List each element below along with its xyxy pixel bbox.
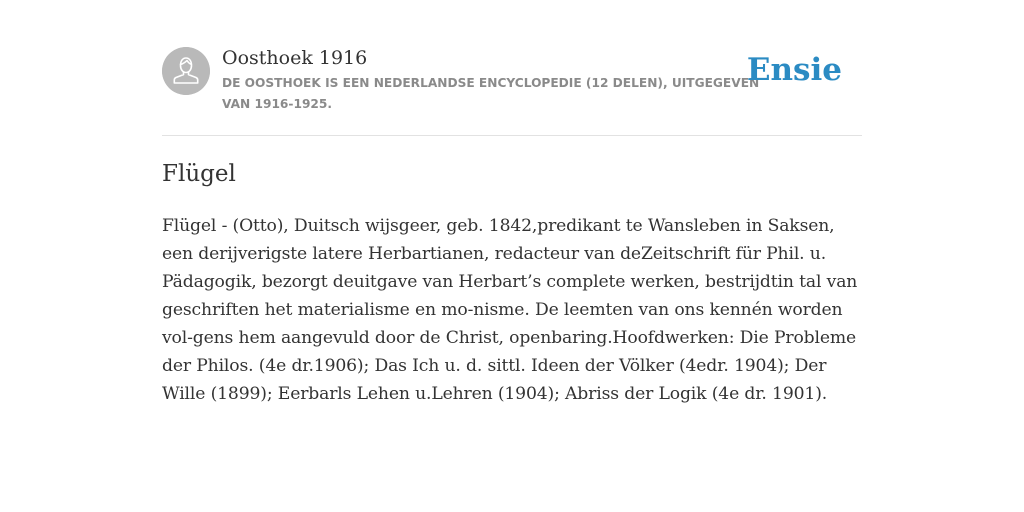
source-title[interactable]: Oosthoek 1916: [222, 47, 368, 69]
source-description: DE OOSTHOEK IS EEN NEDERLANDSE ENCYCLOPEDIE (12 DELEN), UITGEGEVEN VAN 1916-1925.: [222, 76, 760, 111]
entry-body: Flügel - (Otto), Duitsch wijsgeer, geb. 1842,predikant te Wansleben in Saksen, een derijverigste latere Herbartianen, redacteur van deZeitschrift für Phil. u. Pädagogik, bezorgt deuitgave van Herbart’s complete werken, bestrijdtin tal van geschriften het materialisme en mo-nisme. De leemten van ons kennén worden vol-gens hem aangevuld door de Christ, openbaring.Hoofdwerken: Die Probleme der Philos. (4e dr.1906); Das Ich u. d. sittl. Ideen der Völker (4edr. 1904); Der Wille (1899); Eerbarls Lehen u.Lehren (1904); Abriss der Logik (4e dr. 1901).: [162, 216, 858, 404]
user-avatar-icon: [162, 47, 210, 95]
source-header: [162, 46, 862, 118]
header-divider: [162, 135, 862, 136]
ensie-logo[interactable]: Ensie: [746, 52, 842, 88]
entry-title: Flügel: [162, 161, 236, 187]
